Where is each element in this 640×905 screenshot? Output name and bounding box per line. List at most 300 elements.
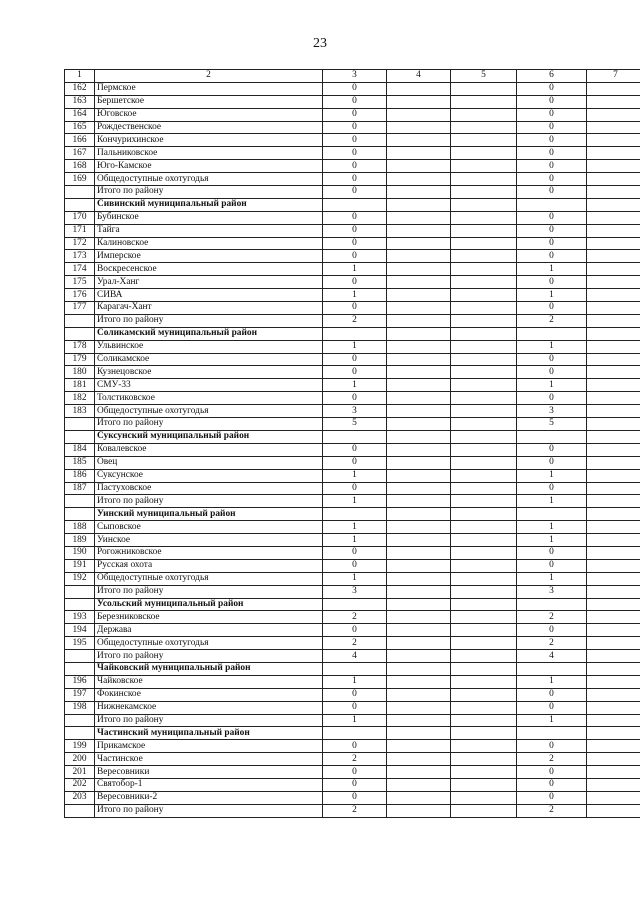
col6-value-cell: 1 bbox=[517, 521, 587, 534]
col5-value-cell bbox=[451, 456, 517, 469]
table-row bbox=[65, 405, 640, 418]
col3-value-cell: 1 bbox=[323, 521, 387, 534]
col5-value-cell bbox=[451, 804, 517, 817]
col4-value-cell bbox=[387, 95, 451, 108]
col7-value-cell bbox=[587, 469, 640, 482]
empty-cell bbox=[387, 508, 451, 521]
empty-cell bbox=[451, 662, 517, 675]
table-row bbox=[65, 701, 640, 714]
col6-value-cell: 4 bbox=[517, 650, 587, 663]
row-number-cell: 197 bbox=[65, 688, 95, 701]
col5-value-cell bbox=[451, 366, 517, 379]
col5-value-cell bbox=[451, 611, 517, 624]
table-row bbox=[65, 289, 640, 302]
col3-value-cell: 0 bbox=[323, 82, 387, 95]
col3-value-cell: 0 bbox=[323, 108, 387, 121]
col5-value-cell bbox=[451, 585, 517, 598]
table-row bbox=[65, 766, 640, 779]
ground-name-cell: Юго-Камское bbox=[95, 160, 323, 173]
ground-name-cell: Рождественское bbox=[95, 121, 323, 134]
col6-value-cell: 1 bbox=[517, 340, 587, 353]
empty-cell bbox=[517, 662, 587, 675]
col5-value-cell bbox=[451, 778, 517, 791]
col5-value-cell bbox=[451, 276, 517, 289]
col5-value-cell bbox=[451, 224, 517, 237]
col3-value-cell: 0 bbox=[323, 688, 387, 701]
row-number-cell: 162 bbox=[65, 82, 95, 95]
ground-name-cell: Частинское bbox=[95, 753, 323, 766]
table-row bbox=[65, 675, 640, 688]
col5-value-cell bbox=[451, 675, 517, 688]
column-header: 2 bbox=[95, 70, 323, 83]
col7-value-cell bbox=[587, 521, 640, 534]
ground-name-cell: Суксунское bbox=[95, 469, 323, 482]
col3-value-cell: 0 bbox=[323, 482, 387, 495]
col7-value-cell bbox=[587, 134, 640, 147]
table-row bbox=[65, 302, 640, 315]
row-number-cell: 175 bbox=[65, 276, 95, 289]
table-row bbox=[65, 585, 640, 598]
col3-value-cell: 0 bbox=[323, 276, 387, 289]
table-row bbox=[65, 611, 640, 624]
ground-name-cell: Уинское bbox=[95, 534, 323, 547]
ground-name-cell: Соликамское bbox=[95, 353, 323, 366]
col4-value-cell bbox=[387, 791, 451, 804]
col3-value-cell: 3 bbox=[323, 405, 387, 418]
col6-value-cell: 0 bbox=[517, 173, 587, 186]
col7-value-cell bbox=[587, 173, 640, 186]
col3-value-cell: 1 bbox=[323, 340, 387, 353]
col5-value-cell bbox=[451, 637, 517, 650]
ground-name-cell: Чайковское bbox=[95, 675, 323, 688]
section-header-row bbox=[65, 327, 640, 340]
col5-value-cell bbox=[451, 289, 517, 302]
col5-value-cell bbox=[451, 392, 517, 405]
col4-value-cell bbox=[387, 443, 451, 456]
col3-value-cell: 0 bbox=[323, 186, 387, 199]
table-row bbox=[65, 173, 640, 186]
col4-value-cell bbox=[387, 572, 451, 585]
col4-value-cell bbox=[387, 753, 451, 766]
col3-value-cell: 1 bbox=[323, 572, 387, 585]
col5-value-cell bbox=[451, 314, 517, 327]
empty-cell bbox=[517, 430, 587, 443]
col7-value-cell bbox=[587, 546, 640, 559]
col6-value-cell: 1 bbox=[517, 263, 587, 276]
col3-value-cell: 0 bbox=[323, 392, 387, 405]
col5-value-cell bbox=[451, 250, 517, 263]
section-title: Чайковский муниципальный район bbox=[95, 662, 323, 675]
empty-cell bbox=[323, 598, 387, 611]
col4-value-cell bbox=[387, 250, 451, 263]
col3-value-cell: 0 bbox=[323, 546, 387, 559]
table-row bbox=[65, 688, 640, 701]
col6-value-cell: 0 bbox=[517, 366, 587, 379]
row-number-cell: 202 bbox=[65, 778, 95, 791]
col6-value-cell: 0 bbox=[517, 392, 587, 405]
col3-value-cell: 0 bbox=[323, 456, 387, 469]
col5-value-cell bbox=[451, 82, 517, 95]
col5-value-cell bbox=[451, 134, 517, 147]
section-title: Соликамский муниципальный район bbox=[95, 327, 323, 340]
table-row bbox=[65, 237, 640, 250]
col5-value-cell bbox=[451, 186, 517, 199]
empty-cell bbox=[587, 327, 640, 340]
col3-value-cell: 1 bbox=[323, 379, 387, 392]
table-row bbox=[65, 121, 640, 134]
col6-value-cell: 0 bbox=[517, 624, 587, 637]
col3-value-cell: 0 bbox=[323, 160, 387, 173]
col4-value-cell bbox=[387, 186, 451, 199]
section-header-row bbox=[65, 430, 640, 443]
col3-value-cell: 0 bbox=[323, 778, 387, 791]
col7-value-cell bbox=[587, 250, 640, 263]
ground-name-cell: Итого по району bbox=[95, 418, 323, 431]
col3-value-cell: 2 bbox=[323, 804, 387, 817]
empty-cell bbox=[451, 430, 517, 443]
empty-cell bbox=[451, 598, 517, 611]
col5-value-cell bbox=[451, 559, 517, 572]
col4-value-cell bbox=[387, 546, 451, 559]
col7-value-cell bbox=[587, 379, 640, 392]
col7-value-cell bbox=[587, 804, 640, 817]
row-number-cell: 178 bbox=[65, 340, 95, 353]
table-row bbox=[65, 147, 640, 160]
ground-name-cell: Сыповское bbox=[95, 521, 323, 534]
ground-name-cell: Общедоступные охотугодья bbox=[95, 637, 323, 650]
ground-name-cell: Святобор-1 bbox=[95, 778, 323, 791]
col4-value-cell bbox=[387, 688, 451, 701]
col6-value-cell: 1 bbox=[517, 495, 587, 508]
empty-cell bbox=[587, 508, 640, 521]
col6-value-cell: 1 bbox=[517, 675, 587, 688]
ground-name-cell: Итого по району bbox=[95, 714, 323, 727]
ground-name-cell: Имперское bbox=[95, 250, 323, 263]
col4-value-cell bbox=[387, 804, 451, 817]
col7-value-cell bbox=[587, 147, 640, 160]
col3-value-cell: 1 bbox=[323, 263, 387, 276]
empty-cell bbox=[517, 727, 587, 740]
ground-name-cell: Кончурихинское bbox=[95, 134, 323, 147]
row-number-cell bbox=[65, 314, 95, 327]
col5-value-cell bbox=[451, 688, 517, 701]
row-number-cell: 180 bbox=[65, 366, 95, 379]
ground-name-cell: Тайга bbox=[95, 224, 323, 237]
col5-value-cell bbox=[451, 740, 517, 753]
col7-value-cell bbox=[587, 675, 640, 688]
col6-value-cell: 1 bbox=[517, 469, 587, 482]
col3-value-cell: 0 bbox=[323, 353, 387, 366]
empty-cell bbox=[323, 430, 387, 443]
table-row bbox=[65, 650, 640, 663]
col6-value-cell: 0 bbox=[517, 211, 587, 224]
col7-value-cell bbox=[587, 701, 640, 714]
empty-cell bbox=[387, 430, 451, 443]
col3-value-cell: 1 bbox=[323, 289, 387, 302]
row-number-cell: 171 bbox=[65, 224, 95, 237]
col4-value-cell bbox=[387, 276, 451, 289]
col6-value-cell: 0 bbox=[517, 353, 587, 366]
col3-value-cell: 0 bbox=[323, 791, 387, 804]
col6-value-cell: 1 bbox=[517, 534, 587, 547]
row-number-cell: 173 bbox=[65, 250, 95, 263]
col3-value-cell: 1 bbox=[323, 469, 387, 482]
col3-value-cell: 2 bbox=[323, 637, 387, 650]
ground-name-cell: Березниковское bbox=[95, 611, 323, 624]
col3-value-cell: 0 bbox=[323, 302, 387, 315]
col5-value-cell bbox=[451, 521, 517, 534]
ground-name-cell: Итого по району bbox=[95, 495, 323, 508]
ground-name-cell: Воскресенское bbox=[95, 263, 323, 276]
col7-value-cell bbox=[587, 740, 640, 753]
col4-value-cell bbox=[387, 675, 451, 688]
row-number-cell: 184 bbox=[65, 443, 95, 456]
col7-value-cell bbox=[587, 237, 640, 250]
col6-value-cell: 1 bbox=[517, 289, 587, 302]
col7-value-cell bbox=[587, 443, 640, 456]
col3-value-cell: 0 bbox=[323, 211, 387, 224]
col7-value-cell bbox=[587, 572, 640, 585]
col7-value-cell bbox=[587, 224, 640, 237]
table-row bbox=[65, 186, 640, 199]
table-row bbox=[65, 534, 640, 547]
table-row bbox=[65, 753, 640, 766]
row-number-cell: 170 bbox=[65, 211, 95, 224]
section-title: Сивинский муниципальный район bbox=[95, 198, 323, 211]
empty-cell bbox=[323, 198, 387, 211]
col5-value-cell bbox=[451, 714, 517, 727]
col4-value-cell bbox=[387, 353, 451, 366]
table-row bbox=[65, 482, 640, 495]
table-body bbox=[65, 82, 640, 817]
col6-value-cell: 0 bbox=[517, 147, 587, 160]
col7-value-cell bbox=[587, 791, 640, 804]
col3-value-cell: 0 bbox=[323, 701, 387, 714]
row-number-cell: 185 bbox=[65, 456, 95, 469]
col6-value-cell: 0 bbox=[517, 237, 587, 250]
col7-value-cell bbox=[587, 392, 640, 405]
page-number: 23 bbox=[313, 36, 327, 51]
col7-value-cell bbox=[587, 650, 640, 663]
col5-value-cell bbox=[451, 379, 517, 392]
col6-value-cell: 0 bbox=[517, 82, 587, 95]
section-header-row bbox=[65, 508, 640, 521]
col4-value-cell bbox=[387, 495, 451, 508]
column-header: 4 bbox=[387, 70, 451, 83]
col6-value-cell: 1 bbox=[517, 714, 587, 727]
table-row bbox=[65, 624, 640, 637]
col7-value-cell bbox=[587, 314, 640, 327]
empty-cell bbox=[587, 727, 640, 740]
col3-value-cell: 0 bbox=[323, 121, 387, 134]
col7-value-cell bbox=[587, 456, 640, 469]
col5-value-cell bbox=[451, 534, 517, 547]
col4-value-cell bbox=[387, 366, 451, 379]
col7-value-cell bbox=[587, 302, 640, 315]
table-row bbox=[65, 804, 640, 817]
table-row bbox=[65, 82, 640, 95]
col4-value-cell bbox=[387, 585, 451, 598]
row-number-cell bbox=[65, 430, 95, 443]
table-header-row bbox=[65, 70, 640, 83]
row-number-cell: 165 bbox=[65, 121, 95, 134]
col3-value-cell: 4 bbox=[323, 650, 387, 663]
empty-cell bbox=[323, 508, 387, 521]
row-number-cell: 191 bbox=[65, 559, 95, 572]
col3-value-cell: 0 bbox=[323, 95, 387, 108]
col5-value-cell bbox=[451, 160, 517, 173]
col5-value-cell bbox=[451, 418, 517, 431]
table-row bbox=[65, 314, 640, 327]
ground-name-cell: Кузнецовское bbox=[95, 366, 323, 379]
col7-value-cell bbox=[587, 289, 640, 302]
col5-value-cell bbox=[451, 443, 517, 456]
col7-value-cell bbox=[587, 624, 640, 637]
row-number-cell bbox=[65, 327, 95, 340]
col4-value-cell bbox=[387, 121, 451, 134]
col6-value-cell: 0 bbox=[517, 186, 587, 199]
empty-cell bbox=[323, 662, 387, 675]
col3-value-cell: 2 bbox=[323, 753, 387, 766]
col6-value-cell: 0 bbox=[517, 250, 587, 263]
empty-cell bbox=[451, 327, 517, 340]
col3-value-cell: 1 bbox=[323, 714, 387, 727]
col4-value-cell bbox=[387, 108, 451, 121]
col4-value-cell bbox=[387, 624, 451, 637]
table-row bbox=[65, 418, 640, 431]
col6-value-cell: 2 bbox=[517, 804, 587, 817]
row-number-cell: 198 bbox=[65, 701, 95, 714]
col4-value-cell bbox=[387, 418, 451, 431]
ground-name-cell: Карагач-Хант bbox=[95, 302, 323, 315]
col3-value-cell: 1 bbox=[323, 534, 387, 547]
row-number-cell: 192 bbox=[65, 572, 95, 585]
ground-name-cell: Толстиковское bbox=[95, 392, 323, 405]
row-number-cell: 181 bbox=[65, 379, 95, 392]
col7-value-cell bbox=[587, 95, 640, 108]
empty-cell bbox=[451, 727, 517, 740]
section-header-row bbox=[65, 598, 640, 611]
col4-value-cell bbox=[387, 714, 451, 727]
ground-name-cell: Калиновское bbox=[95, 237, 323, 250]
table-row bbox=[65, 740, 640, 753]
ground-name-cell: Итого по району bbox=[95, 186, 323, 199]
ground-name-cell: Урал-Ханг bbox=[95, 276, 323, 289]
ground-name-cell: СИВА bbox=[95, 289, 323, 302]
row-number-cell: 193 bbox=[65, 611, 95, 624]
table-row bbox=[65, 469, 640, 482]
row-number-cell bbox=[65, 714, 95, 727]
col6-value-cell: 2 bbox=[517, 611, 587, 624]
row-number-cell: 188 bbox=[65, 521, 95, 534]
col3-value-cell: 5 bbox=[323, 418, 387, 431]
empty-cell bbox=[387, 727, 451, 740]
row-number-cell: 200 bbox=[65, 753, 95, 766]
col4-value-cell bbox=[387, 392, 451, 405]
col7-value-cell bbox=[587, 108, 640, 121]
col5-value-cell bbox=[451, 405, 517, 418]
ground-name-cell: Итого по району bbox=[95, 585, 323, 598]
col6-value-cell: 0 bbox=[517, 766, 587, 779]
col4-value-cell bbox=[387, 211, 451, 224]
col4-value-cell bbox=[387, 340, 451, 353]
col7-value-cell bbox=[587, 366, 640, 379]
col5-value-cell bbox=[451, 572, 517, 585]
row-number-cell: 189 bbox=[65, 534, 95, 547]
table-row bbox=[65, 95, 640, 108]
empty-cell bbox=[387, 327, 451, 340]
col4-value-cell bbox=[387, 766, 451, 779]
table-row bbox=[65, 211, 640, 224]
col4-value-cell bbox=[387, 456, 451, 469]
col4-value-cell bbox=[387, 314, 451, 327]
section-title: Усольский муниципальный район bbox=[95, 598, 323, 611]
empty-cell bbox=[517, 598, 587, 611]
empty-cell bbox=[387, 662, 451, 675]
table-row bbox=[65, 134, 640, 147]
ground-name-cell: Пастуховское bbox=[95, 482, 323, 495]
col4-value-cell bbox=[387, 147, 451, 160]
col5-value-cell bbox=[451, 753, 517, 766]
col6-value-cell: 0 bbox=[517, 160, 587, 173]
section-title: Уинский муниципальный район bbox=[95, 508, 323, 521]
empty-cell bbox=[517, 327, 587, 340]
col4-value-cell bbox=[387, 740, 451, 753]
col7-value-cell bbox=[587, 121, 640, 134]
ground-name-cell: Вересовники-2 bbox=[95, 791, 323, 804]
ground-name-cell: Бубинское bbox=[95, 211, 323, 224]
row-number-cell: 166 bbox=[65, 134, 95, 147]
section-title: Суксунский муниципальный район bbox=[95, 430, 323, 443]
col4-value-cell bbox=[387, 534, 451, 547]
col4-value-cell bbox=[387, 521, 451, 534]
row-number-cell: 203 bbox=[65, 791, 95, 804]
col7-value-cell bbox=[587, 160, 640, 173]
row-number-cell bbox=[65, 186, 95, 199]
col5-value-cell bbox=[451, 121, 517, 134]
col7-value-cell bbox=[587, 559, 640, 572]
col5-value-cell bbox=[451, 650, 517, 663]
row-number-cell bbox=[65, 598, 95, 611]
ground-name-cell: Рогожниковское bbox=[95, 546, 323, 559]
col4-value-cell bbox=[387, 611, 451, 624]
col7-value-cell bbox=[587, 482, 640, 495]
table-row bbox=[65, 637, 640, 650]
row-number-cell: 183 bbox=[65, 405, 95, 418]
row-number-cell: 179 bbox=[65, 353, 95, 366]
col4-value-cell bbox=[387, 289, 451, 302]
row-number-cell: 201 bbox=[65, 766, 95, 779]
row-number-cell: 163 bbox=[65, 95, 95, 108]
col5-value-cell bbox=[451, 237, 517, 250]
col5-value-cell bbox=[451, 624, 517, 637]
col5-value-cell bbox=[451, 211, 517, 224]
table-row bbox=[65, 714, 640, 727]
col7-value-cell bbox=[587, 778, 640, 791]
ground-name-cell: Пермское bbox=[95, 82, 323, 95]
table-row bbox=[65, 572, 640, 585]
row-number-cell: 164 bbox=[65, 108, 95, 121]
col5-value-cell bbox=[451, 302, 517, 315]
hunting-grounds-table bbox=[64, 69, 640, 818]
table-row bbox=[65, 456, 640, 469]
section-title: Частинский муниципальный район bbox=[95, 727, 323, 740]
col6-value-cell: 0 bbox=[517, 740, 587, 753]
table-row bbox=[65, 340, 640, 353]
ground-name-cell: Ульвинское bbox=[95, 340, 323, 353]
col3-value-cell: 0 bbox=[323, 766, 387, 779]
col3-value-cell: 1 bbox=[323, 495, 387, 508]
